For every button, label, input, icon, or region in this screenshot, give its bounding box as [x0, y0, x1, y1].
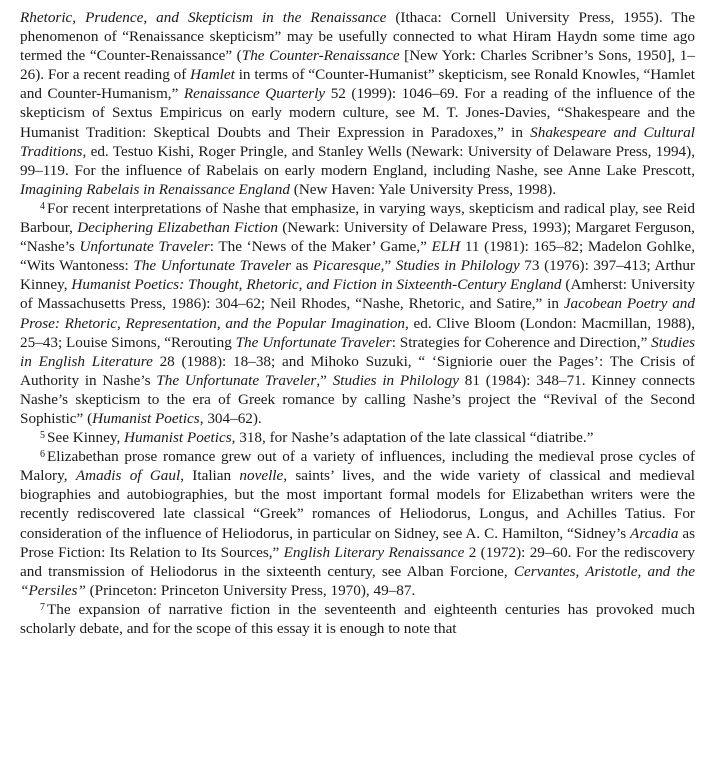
- footnote-text: , ed. Testuo Kishi, Roger Pringle, and Stanley Wells (Newark: University of Delaware Press, 1994), 99–119. For the influence of Rabelais on early modern England, including Nashe, see Anne Lake Prescott,: [20, 142, 695, 179]
- footnote-text: (Amherst: University of Massachusetts Press, 1986): 304–62; Neil Rhodes, “Nashe, Rhetoric, and Satire,” in: [20, 276, 695, 313]
- footnote-text: , Italian: [180, 467, 240, 485]
- italic-title: novelle: [239, 467, 284, 485]
- italic-title: Imagining Rabelais in Renaissance England: [20, 180, 290, 198]
- italic-title: The Unfortunate Traveler: [235, 333, 392, 351]
- footnote-number: 5: [40, 430, 45, 442]
- footnotes-block: [20, 8, 695, 638]
- footnote-text: 2 (1972): 29–60. For the rediscovery and transmission of Heliodorus in the sixteenth century, see Alban Forcione,: [20, 543, 695, 580]
- footnote-text: 81 (1984): 348–71. Kinney connects Nashe’s skepticism to the era of Greek romance by calling Nashe’s project the “Revival of the Second Sophistic” (: [20, 371, 695, 427]
- italic-title: Deciphering Elizabethan Fiction: [77, 219, 278, 237]
- italic-title: Studies in English Literature: [20, 333, 695, 370]
- italic-title: The Counter-Renaissance: [241, 47, 400, 65]
- italic-title: ELH: [431, 238, 461, 256]
- italic-title: Picaresque: [312, 257, 381, 275]
- footnote-7: [20, 600, 695, 638]
- footnote-text: ,”: [380, 257, 396, 275]
- italic-title: Arcadia: [630, 524, 679, 542]
- footnote-text: , saints’ lives, and the wide variety of classical and medieval biographies and autobiographies, but the most important formal models for Elizabethan writers were the recently rediscovered late classical “Greek” romances of Heliodorus, Longus, and Achilles Tatius. For consideration of the influence of Heliodorus, in particular on Sidney, see A. C. Hamilton, “Sidney’s: [20, 467, 695, 542]
- footnote-text: 52 (1999): 1046–69. For a reading of the influence of the skepticism of Sextus Empiricus on early modern culture, see M. T. Jones-Davies, “Shakespeare and the Humanist Tradition: Skeptical Doubts and Their Expression in Paradoxes,” in: [20, 85, 695, 141]
- footnote-text: , 318, for Nashe’s adaptation of the late classical “diatribe.”: [231, 429, 594, 447]
- italic-title: Jacobean Poetry and Prose: Rhetoric, Representation, and the Popular Imagination: [20, 295, 695, 332]
- footnote-number: 4: [40, 200, 45, 212]
- footnote-text: Elizabethan prose romance grew out of a variety of influences, including the medieval prose cycles of Malory,: [20, 448, 695, 485]
- italic-title: Humanist Poetics: [124, 429, 232, 447]
- footnote-text: as: [291, 257, 313, 275]
- footnote-4: [20, 199, 695, 428]
- italic-title: Renaissance Quarterly: [183, 85, 326, 103]
- italic-title: Humanist Poetics: [92, 409, 200, 427]
- footnote-text: ,”: [316, 371, 333, 389]
- italic-title: Studies in Philology: [395, 257, 520, 275]
- italic-title: Amadis of Gaul: [75, 467, 181, 485]
- footnote-number: 7: [40, 601, 45, 613]
- footnote-text: (Ithaca: Cornell University Press, 1955). The phenomenon of “Renaissance skepticism” may be usefully connected to what Hiram Haydn some time ago termed the “Counter-Renaissance” (: [20, 9, 695, 65]
- footnote-text: [New York: Charles Scribner’s Sons, 1950], 1–26). For a recent reading of: [20, 47, 695, 84]
- italic-title: The Unfortunate Traveler: [156, 371, 317, 389]
- italic-title: English Literary Renaissance: [283, 543, 465, 561]
- footnote-continuation: [20, 8, 695, 199]
- italic-title: Humanist Poetics: Thought, Rhetoric, and Fiction in Sixteenth-Century England: [71, 276, 562, 294]
- footnote-text: , 304–62).: [199, 409, 262, 427]
- italic-title: Cervantes, Aristotle, and the “Persiles”: [20, 562, 696, 599]
- footnote-text: (Newark: University of Delaware Press, 1993); Margaret Ferguson, “Nashe’s: [20, 219, 695, 256]
- italic-title: Unfortunate Traveler: [79, 238, 210, 256]
- footnote-text: , ed. Clive Bloom (London: Macmillan, 1988), 25–43; Louise Simons, “Rerouting: [20, 314, 695, 351]
- footnote-text: 11 (1981): 165–82; Madelon Gohlke, “Wits Wantoness:: [20, 238, 696, 275]
- footnote-text: The expansion of narrative fiction in the seventeenth and eighteenth centuries has provoked much scholarly debate, and for the scope of this essay it is enough to note that: [20, 600, 695, 637]
- footnote-text: : The ‘News of the Maker’ Game,”: [209, 238, 432, 256]
- footnote-text: (Princeton: Princeton University Press, 1970), 49–87.: [85, 581, 416, 599]
- footnote-text: 73 (1976): 397–413; Arthur Kinney,: [20, 257, 695, 294]
- footnote-text: in terms of “Counter-Humanist” skepticism, see Ronald Knowles, “Hamlet and Counter-Humanism,”: [20, 66, 695, 103]
- italic-title: Rhetoric, Prudence, and Skepticism in the Renaissance: [20, 9, 387, 26]
- footnote-text: : Strategies for Coherence and Direction,”: [391, 333, 652, 351]
- italic-title: Shakespeare and Cultural Traditions: [20, 123, 696, 160]
- italic-title: Hamlet: [190, 66, 235, 84]
- italic-title: Studies in Philology: [332, 371, 459, 389]
- italic-title: The Unfortunate Traveler: [133, 257, 292, 275]
- footnote-text: See Kinney,: [47, 429, 125, 447]
- footnote-text: For recent interpretations of Nashe that emphasize, in varying ways, skepticism and radical play, see Reid Barbour,: [20, 199, 695, 237]
- footnote-6: [20, 447, 695, 600]
- footnote-text: 28 (1988): 18–38; and Mihoko Suzuki, “ ‘Signiorie ouer the Pages’: The Crisis of Authority in Nashe’s: [20, 352, 695, 389]
- footnote-5: [20, 428, 695, 447]
- footnote-text: as Prose Fiction: Its Relation to Its Sources,”: [20, 524, 696, 561]
- footnote-number: 6: [40, 449, 45, 461]
- footnote-text: (New Haven: Yale University Press, 1998).: [289, 180, 557, 198]
